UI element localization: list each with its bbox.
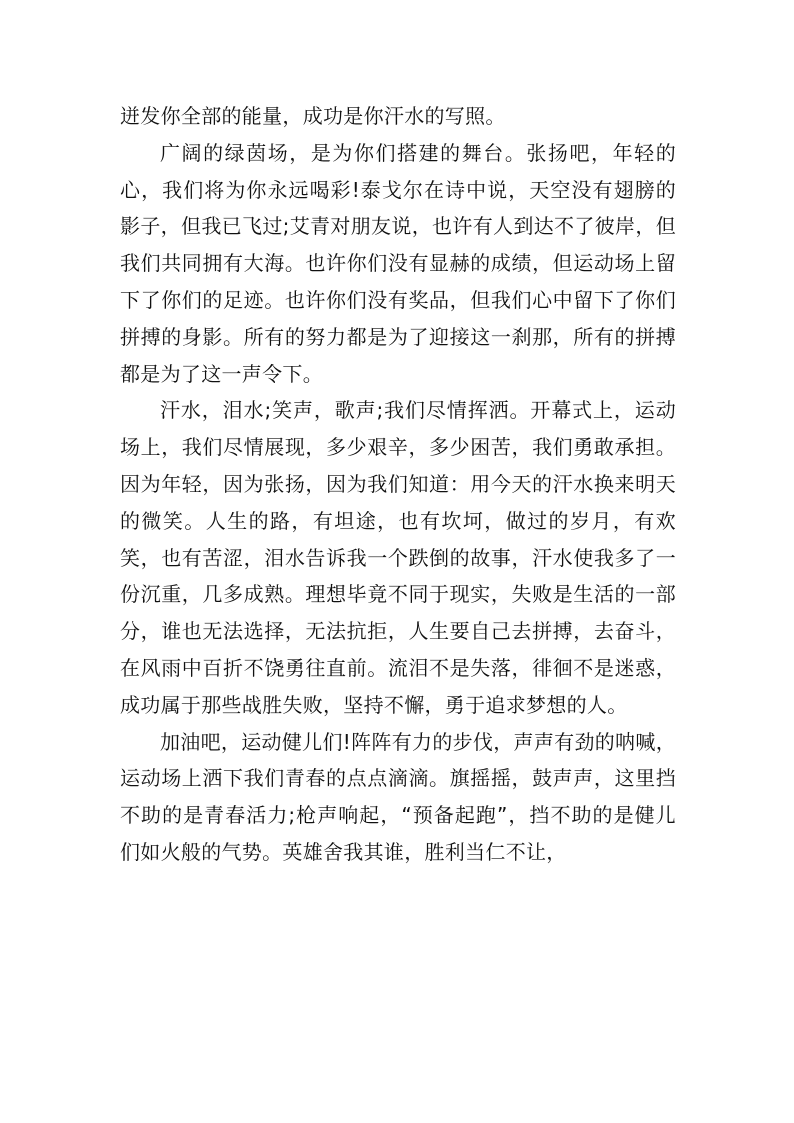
paragraph: 广阔的绿茵场，是为你们搭建的舞台。张扬吧，年轻的心，我们将为你永远喝彩!泰戈尔在诗中说，天空没有翅膀的影子，但我已飞过;艾青对朋友说，也许有人到达不了彼岸，但我们共同拥有大海。也许你们没有显赫的成绩，但运动场上留下了你们的足迹。也许你们没有奖品，但我们心中留下了你们拼搏的身影。所有的努力都是为了迎接这一刹那，所有的拼搏都是为了这一声令下。 [120,140,676,386]
paragraph-continuation: 迸发你全部的能量，成功是你汗水的写照。 [120,104,506,128]
paragraph: 汗水，泪水;笑声，歌声;我们尽情挥洒。开幕式上，运动场上，我们尽情展现，多少艰辛，多少困苦，我们勇敢承担。因为年轻，因为张扬，因为我们知道：用今天的汗水换来明天的微笑。人生的路，有坦途，也有坎坷，做过的岁月，有欢笑，也有苦涩，泪水告诉我一个跌倒的故事，汗水使我多了一份沉重，几多成熟。理想毕竟不同于现实，失败是生活的一部分，谁也无法选择，无法抗拒，人生要自己去拼搏，去奋斗，在风雨中百折不饶勇往直前。流泪不是失落，徘徊不是迷惑，成功属于那些战胜失败，坚持不懈，勇于追求梦想的人。 [120,398,676,717]
article-body [120,98,676,871]
paragraph: 加油吧，运动健儿们!阵阵有力的步伐，声声有劲的呐喊，运动场上洒下我们青春的点点滴滴。旗摇摇，鼓声声，这里挡不助的是青春活力;枪声响起，“预备起跑”，挡不助的是健儿们如火般的气势。英雄舍我其谁，胜利当仁不让， [120,729,676,864]
